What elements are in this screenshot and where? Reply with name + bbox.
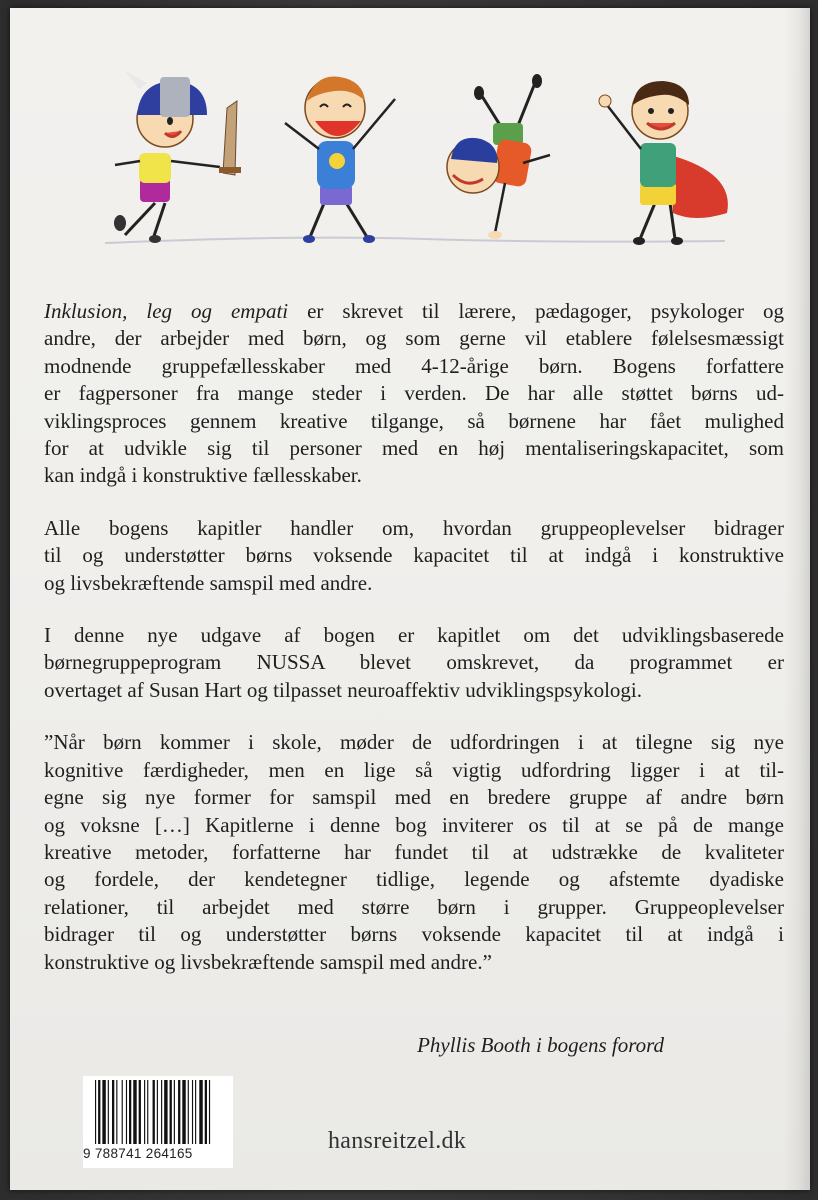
text-line: relationer, til arbejdet med større børn i grupper. Gruppeoplevelser (44, 894, 784, 919)
barcode-bar (178, 1080, 180, 1144)
book-title-italic: Inklusion, leg og empati (44, 299, 289, 323)
barcode-bar (205, 1080, 207, 1144)
barcode-bar (139, 1080, 141, 1144)
back-cover-text (44, 298, 784, 1001)
text-line (44, 298, 784, 325)
cartwheel-child-figure (447, 74, 550, 239)
book-back-cover (10, 8, 810, 1190)
new-edition-paragraph (44, 622, 784, 704)
text-line: og voksne […] Kapitlerne i denne bog inviterer os til at se på de mange (44, 812, 784, 837)
text-line: og fordele, der kendetegner tidlige, legende og afstemte dyadiske (44, 867, 784, 892)
barcode-bar (122, 1080, 123, 1144)
text-line: bidrager til og understøtter børns voksende kapacitet til at indgå i (44, 922, 784, 947)
text-line: modnende gruppefællesskaber med 4-12-årige børn. Bogens forfattere (44, 353, 784, 378)
text-line: og livsbekræftende samspil med andre. (44, 570, 373, 595)
barcode-bar (195, 1080, 196, 1144)
text-line: børnegruppeprogram NUSSA blevet omskrevet, da programmet er (44, 650, 784, 675)
text-line: andre, der arbejder med børn, og som gerne vil etablere følelsesmæssigt (44, 326, 784, 351)
barcode-bar (199, 1080, 202, 1144)
barcode-bar (112, 1080, 114, 1144)
text-line: konstruktive og livsbekræftende samspil med andre.” (44, 949, 492, 974)
text-line: til og understøtter børns voksende kapacitet til at indgå i konstruktive (44, 543, 784, 568)
ground-line (105, 238, 725, 243)
barcode-bar (174, 1080, 175, 1144)
text-line: kreative metoder, forfatterne har fundet til at udstrække de kvaliteter (44, 839, 784, 864)
barcode-bar (209, 1080, 210, 1144)
text-span: er skrevet til lærere, pædagoger, psykologer og (288, 299, 784, 323)
barcode-bar (129, 1080, 131, 1144)
isbn-number: 9 788741 264165 (83, 1146, 193, 1161)
text-line: kognitive færdigheder, men en lige så vigtig udfordring ligger i at til- (44, 757, 784, 782)
barcode-bar (116, 1080, 117, 1144)
barcode-bar (144, 1080, 145, 1144)
barcode-bar (188, 1080, 189, 1144)
barcode-bar (170, 1080, 172, 1144)
chapters-paragraph (44, 515, 784, 597)
barcode-bar (164, 1080, 167, 1144)
barcode-bar (157, 1080, 158, 1144)
barcode-bar (192, 1080, 193, 1144)
publisher-website: hansreitzel.dk (328, 1128, 467, 1154)
intro-paragraph (44, 298, 784, 490)
cheering-child-figure (285, 77, 395, 244)
text-line: Alle bogens kapitler handler om, hvordan gruppeoplevelser bidrager (44, 515, 784, 540)
barcode-bar (98, 1080, 100, 1144)
text-line: overtaget af Susan Hart og tilpasset neuroaffektiv udviklingspsykologi. (44, 677, 642, 702)
barcode-bar (95, 1080, 96, 1144)
barcode-bar (108, 1080, 109, 1144)
superhero-child-figure (599, 81, 728, 245)
text-line: ”Når børn kommer i skole, møder de udfordringen i at tilegne sig nye (44, 730, 784, 755)
barcode-bar (102, 1080, 105, 1144)
text-line: for at udvikle sig til personer med en høj mentaliseringskapacitet, som (44, 436, 784, 461)
text-line: viklingsproces gennem kreative tilgange, så børnene har fået mulighed (44, 408, 784, 433)
text-line: kan indgå i konstruktive fællesskaber. (44, 463, 362, 488)
quote-attribution: Phyllis Booth i bogens forord (417, 1033, 664, 1057)
text-line: er fagpersoner fra mange steder i verden. De har alle støttet børns ud- (44, 381, 784, 406)
cover-edge-shade (784, 8, 810, 1190)
barcode-bar (147, 1080, 148, 1144)
barcode-bar (133, 1080, 136, 1144)
barcode-bar (182, 1080, 185, 1144)
children-illustration (95, 63, 735, 253)
text-line: egne sig nye former for samspil med en bredere gruppe af andre børn (44, 785, 784, 810)
quote-paragraph (44, 729, 784, 976)
barcode-bar (126, 1080, 127, 1144)
viking-child-figure (114, 71, 241, 243)
barcode-bar (153, 1080, 155, 1144)
text-line: I denne nye udgave af bogen er kapitlet om det udviklingsbaserede (44, 623, 784, 648)
barcode-bar (161, 1080, 162, 1144)
